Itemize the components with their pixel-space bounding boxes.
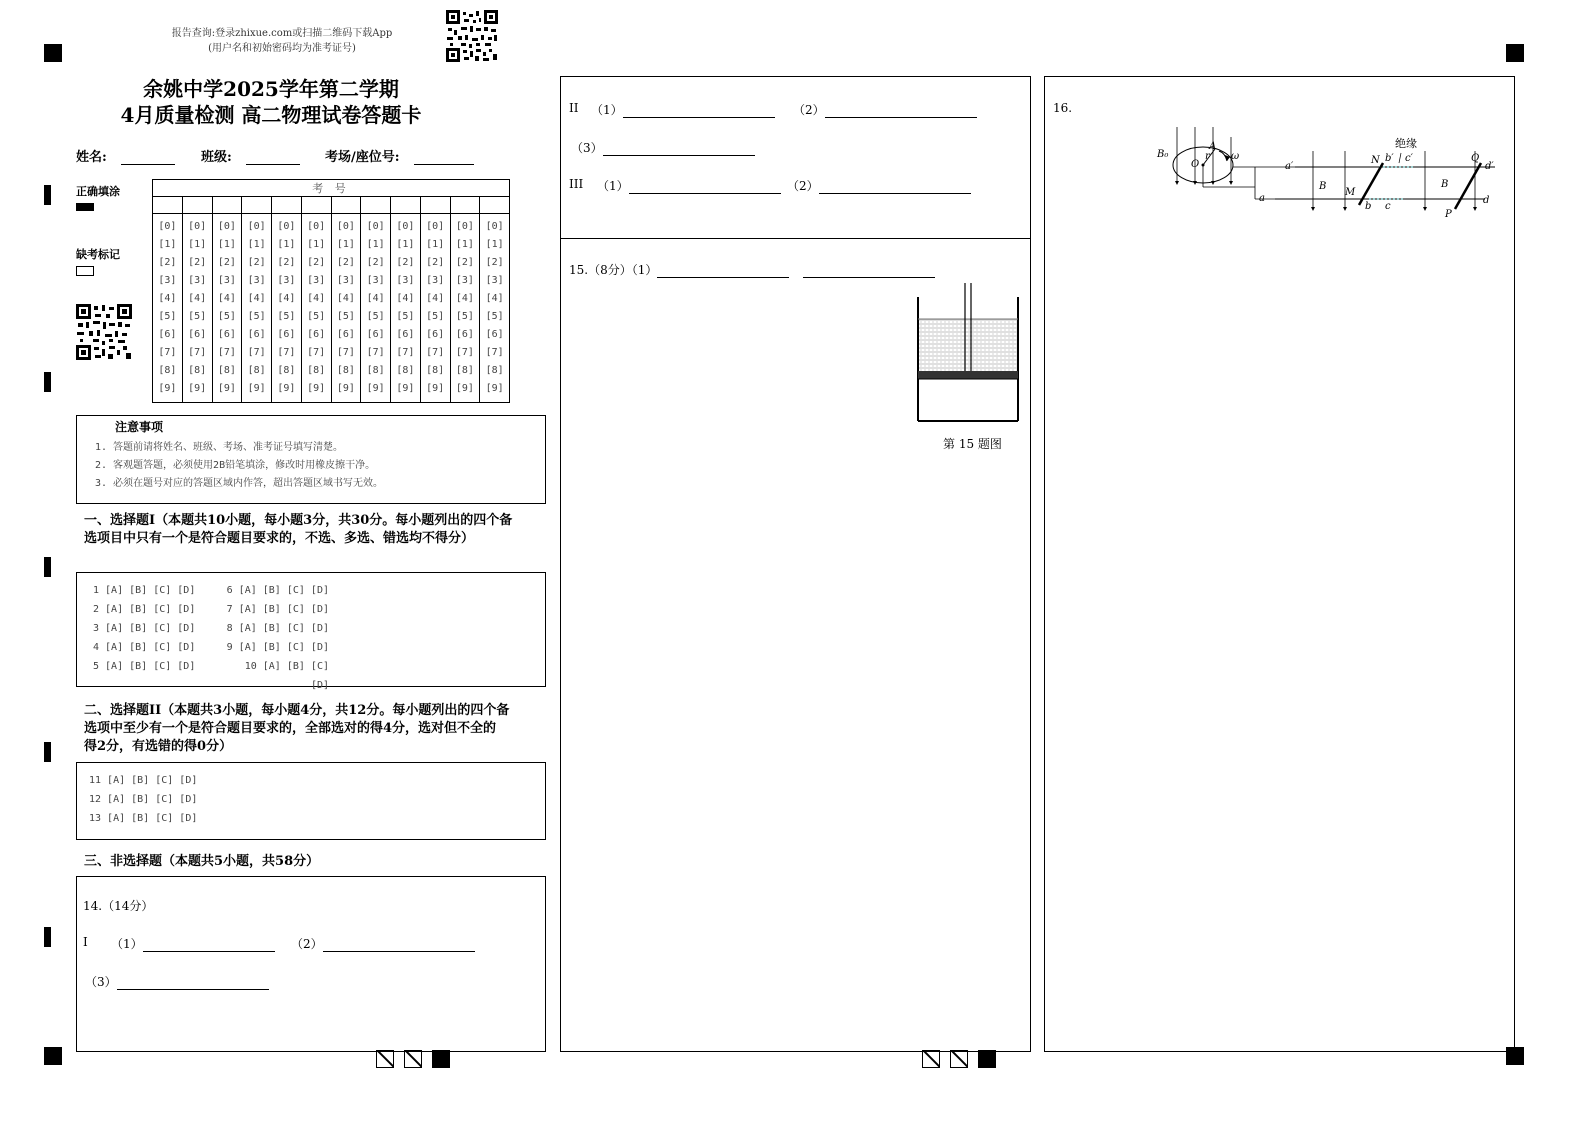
id-digit-bubble[interactable]: [4] [158, 293, 177, 304]
fig-label-a: a [1259, 193, 1265, 204]
page-mark-crossed [922, 1050, 940, 1068]
page-title-line2: 4月质量检测 高二物理试卷答题卡 [120, 103, 422, 127]
q14-p3-t2[interactable] [787, 177, 971, 194]
id-digit-bubble[interactable]: [5] [307, 311, 326, 322]
sub-label: （1） [597, 179, 629, 193]
id-digit-bubble[interactable]: [5] [188, 311, 207, 322]
id-digit-bubble[interactable]: [5] [426, 311, 445, 322]
page-title-line1: 余姚中学2025学年第二学期 [143, 77, 399, 101]
sub-label: （2） [793, 103, 825, 117]
id-digit-bubble[interactable]: [0] [188, 221, 207, 232]
notice-title: 注意事项 [115, 420, 164, 434]
id-digit-bubble[interactable]: [6] [158, 329, 177, 340]
answer-line[interactable] [323, 951, 475, 952]
id-digit-bubble[interactable]: [3] [158, 275, 177, 286]
q14-p2-s1[interactable] [591, 101, 775, 118]
id-digit-bubble[interactable]: [2] [277, 257, 296, 268]
timing-mark [44, 742, 51, 762]
fig-label-B-left: B [1319, 181, 1327, 192]
sub-label: （3） [571, 141, 603, 155]
id-digit-write-cell[interactable] [242, 197, 272, 214]
section1-right-col [221, 581, 329, 695]
id-digit-bubble[interactable]: [3] [307, 275, 326, 286]
id-digit-bubble[interactable]: [3] [426, 275, 445, 286]
id-digit-write-cell[interactable] [301, 197, 331, 214]
fig-label-b: b [1365, 201, 1372, 212]
id-digit-bubble[interactable]: [7] [247, 347, 266, 358]
id-digit-bubble[interactable]: [7] [188, 347, 207, 358]
id-digit-bubble[interactable]: [3] [396, 275, 415, 286]
id-digit-bubble[interactable]: [4] [247, 293, 266, 304]
id-digit-bubble[interactable]: [1] [426, 239, 445, 250]
id-digit-bubble[interactable]: [0] [396, 221, 415, 232]
q16-label: 16. [1053, 101, 1073, 115]
answer-line[interactable] [657, 277, 789, 278]
section2-heading-l3: 得2分，有选错的得0分） [84, 739, 233, 754]
id-digit-write-cell[interactable] [420, 197, 450, 214]
fig-label-Q: Q [1471, 153, 1480, 164]
fig-label-omega: ω [1231, 151, 1240, 162]
id-digit-bubble[interactable]: [8] [455, 365, 474, 376]
id-digit-bubble[interactable]: [2] [247, 257, 266, 268]
id-digit-bubble[interactable]: [6] [366, 329, 385, 340]
id-digit-bubble[interactable]: [9] [455, 383, 474, 394]
q14-p2-s3[interactable] [571, 139, 755, 156]
id-digit-bubble[interactable]: [5] [158, 311, 177, 322]
id-digit-bubble[interactable]: [4] [366, 293, 385, 304]
id-digit-bubble[interactable]: [7] [158, 347, 177, 358]
id-digit-bubble[interactable]: [5] [366, 311, 385, 322]
id-digit-bubble[interactable]: [8] [158, 365, 177, 376]
class-label: 班级: [201, 150, 232, 165]
id-digit-bubble[interactable]: [8] [247, 365, 266, 376]
exam-id-header: 考 号 [153, 180, 510, 197]
answer-row[interactable]: 13 [A] [B] [C] [D] [89, 813, 198, 824]
id-digit-bubble[interactable]: [4] [485, 293, 504, 304]
notice-box [76, 415, 546, 504]
name-label: 姓名: [76, 150, 107, 165]
id-digit-bubble[interactable]: [0] [336, 221, 355, 232]
answer-row[interactable]: 10 [A] [B] [C] [D] [244, 661, 329, 691]
id-digit-write-cell[interactable] [182, 197, 212, 214]
id-digit-bubble[interactable]: [9] [396, 383, 415, 394]
answer-line[interactable] [143, 951, 275, 952]
id-digit-bubble[interactable]: [5] [396, 311, 415, 322]
id-digit-bubble[interactable]: [6] [396, 329, 415, 340]
answer-row[interactable]: 4 [A] [B] [C] [D] [93, 642, 196, 653]
id-digit-write-cell[interactable] [361, 197, 391, 214]
fig-label-B-right: B [1441, 179, 1449, 190]
id-digit-bubble[interactable]: [0] [485, 221, 504, 232]
timing-mark [44, 557, 51, 577]
id-digit-bubble[interactable]: [1] [396, 239, 415, 250]
q15-label: 15.（8分）（1） [569, 263, 658, 277]
notice-item-3: 3. 必须在题号对应的答题区域内作答，超出答题区域书写无效。 [95, 478, 384, 489]
id-digit-bubble[interactable]: [1] [485, 239, 504, 250]
id-digit-bubble[interactable]: [9] [366, 383, 385, 394]
sub-label: （2） [787, 179, 819, 193]
id-digit-bubble[interactable]: [5] [336, 311, 355, 322]
id-digit-bubble[interactable]: [7] [307, 347, 326, 358]
room-label: 考场/座位号: [325, 150, 400, 165]
notice-item-2: 2. 客观题答题，必须使用2B铅笔填涂，修改时用橡皮擦干净。 [95, 460, 376, 471]
q14-part3-label: III [569, 177, 584, 191]
id-digit-bubble[interactable]: [8] [396, 365, 415, 376]
answer-line[interactable] [803, 277, 935, 278]
section2-heading-l1: 二、选择题II（本题共3小题，每小题4分，共12分。每小题列出的四个备 [84, 703, 510, 718]
id-digit-bubble[interactable]: [8] [366, 365, 385, 376]
id-digit-bubble[interactable]: [7] [277, 347, 296, 358]
id-digit-bubble[interactable]: [3] [336, 275, 355, 286]
id-digit-column[interactable] [153, 214, 183, 403]
id-digit-bubble[interactable]: [0] [426, 221, 445, 232]
id-digit-bubble[interactable]: [2] [485, 257, 504, 268]
id-digit-bubble[interactable]: [2] [455, 257, 474, 268]
id-digit-bubble[interactable]: [2] [158, 257, 177, 268]
id-digit-bubble[interactable]: [2] [396, 257, 415, 268]
timing-mark [44, 927, 51, 947]
q14-p1-s3[interactable] [85, 973, 269, 990]
id-digit-bubble[interactable]: [0] [277, 221, 296, 232]
id-digit-bubble[interactable]: [9] [158, 383, 177, 394]
page-mark-filled [432, 1050, 450, 1068]
answer-line[interactable] [629, 193, 781, 194]
id-digit-bubble[interactable]: [4] [277, 293, 296, 304]
student-qr-icon [76, 304, 132, 360]
id-digit-bubble[interactable]: [7] [455, 347, 474, 358]
q14-p1-s1[interactable] [111, 935, 275, 952]
id-digit-column[interactable] [391, 214, 421, 403]
id-digit-bubble[interactable]: [6] [455, 329, 474, 340]
answer-row[interactable]: 5 [A] [B] [C] [D] [93, 661, 196, 672]
id-digit-bubble[interactable]: [7] [336, 347, 355, 358]
id-digit-bubble[interactable]: [6] [247, 329, 266, 340]
page-mark-filled [978, 1050, 996, 1068]
id-digit-bubble[interactable]: [9] [277, 383, 296, 394]
id-digit-bubble[interactable]: [9] [247, 383, 266, 394]
id-digit-write-cell[interactable] [212, 197, 242, 214]
id-digit-bubble[interactable]: [8] [188, 365, 207, 376]
id-digit-bubble[interactable]: [2] [188, 257, 207, 268]
q15-figure [915, 283, 1021, 423]
report-query-line2: (用户名和初始密码均为准考证号) [208, 43, 356, 54]
id-digit-column[interactable] [420, 214, 450, 403]
fig-label-N: N [1371, 155, 1380, 166]
id-digit-bubble[interactable]: [0] [247, 221, 266, 232]
sub-label: （2） [291, 937, 323, 951]
id-digit-bubble[interactable]: [9] [336, 383, 355, 394]
id-digit-bubble[interactable]: [9] [307, 383, 326, 394]
q14-continued-box[interactable] [560, 76, 1031, 239]
id-digit-bubble[interactable]: [0] [307, 221, 326, 232]
page-mark-crossed [404, 1050, 422, 1068]
answer-line[interactable] [623, 117, 775, 118]
id-digit-column[interactable] [242, 214, 272, 403]
exam-id-grid[interactable] [152, 179, 510, 403]
name-field[interactable] [76, 146, 175, 165]
answer-line[interactable] [825, 117, 977, 118]
id-digit-bubble[interactable]: [5] [485, 311, 504, 322]
id-digit-bubble[interactable]: [3] [188, 275, 207, 286]
sub-label: （3） [85, 975, 117, 989]
answer-row[interactable]: 12 [A] [B] [C] [D] [89, 794, 198, 805]
correct-fill-label: 正确填涂 [76, 185, 120, 198]
fig-label-O: O [1191, 159, 1200, 170]
id-digit-bubble[interactable]: [8] [336, 365, 355, 376]
id-digit-bubble[interactable]: [8] [426, 365, 445, 376]
id-digit-bubble[interactable]: [2] [426, 257, 445, 268]
timing-mark [44, 372, 51, 392]
id-digit-bubble[interactable]: [1] [455, 239, 474, 250]
answer-row[interactable]: 8 [A] [B] [C] [D] [226, 623, 329, 634]
id-digit-bubble[interactable]: [1] [188, 239, 207, 250]
id-digit-bubble[interactable]: [0] [217, 221, 236, 232]
fig-label-insulate: 绝缘 [1395, 137, 1417, 150]
id-digit-write-cell[interactable] [391, 197, 421, 214]
section1-left-col [93, 581, 195, 676]
answer-row[interactable]: 11 [A] [B] [C] [D] [89, 775, 198, 786]
answer-row[interactable]: 6 [A] [B] [C] [D] [226, 585, 329, 596]
q14-answer-box[interactable] [76, 876, 546, 1052]
fig-label-b-prime: b′ [1385, 153, 1394, 164]
id-digit-bubble[interactable]: [3] [277, 275, 296, 286]
section2-answer-box[interactable] [76, 762, 546, 840]
answer-line[interactable] [117, 989, 269, 990]
id-digit-bubble[interactable]: [8] [277, 365, 296, 376]
class-input-line[interactable] [246, 164, 300, 165]
q16-answer-box[interactable] [1044, 76, 1515, 1052]
id-digit-bubble[interactable]: [0] [455, 221, 474, 232]
id-digit-column[interactable] [301, 214, 331, 403]
page-mark-crossed [950, 1050, 968, 1068]
report-query-line1: 报告查询:登录zhixue.com或扫描二维码下载App [171, 28, 393, 39]
absent-mark-label: 缺考标记 [76, 248, 120, 261]
id-digit-bubble[interactable]: [7] [396, 347, 415, 358]
fig-label-B0: B₀ [1157, 149, 1169, 160]
id-digit-column[interactable] [450, 214, 480, 403]
id-digit-bubble[interactable]: [4] [455, 293, 474, 304]
id-digit-bubble[interactable]: [4] [426, 293, 445, 304]
id-digit-bubble[interactable]: [4] [396, 293, 415, 304]
id-digit-column[interactable] [212, 214, 242, 403]
id-digit-column[interactable] [480, 214, 510, 403]
section1-answer-box[interactable] [76, 572, 546, 691]
id-digit-bubble[interactable]: [5] [247, 311, 266, 322]
id-digit-bubble[interactable]: [4] [307, 293, 326, 304]
section1-heading-l1: 一、选择题I（本题共10小题，每小题3分，共30分。每小题列出的四个备 [84, 513, 513, 528]
corner-mark-top-left [44, 44, 62, 62]
fig-label-c: c [1385, 201, 1391, 212]
sub-label: （1） [111, 937, 143, 951]
fig-label-a-prime: a′ [1285, 161, 1294, 172]
id-digit-bubble[interactable]: [6] [188, 329, 207, 340]
q14-part1-label: I [83, 935, 88, 949]
id-digit-bubble[interactable]: [6] [336, 329, 355, 340]
correct-fill-sample [76, 203, 94, 211]
absent-mark-checkbox[interactable] [76, 266, 94, 276]
id-digit-write-cell[interactable] [480, 197, 510, 214]
fig-label-M: M [1345, 187, 1356, 198]
corner-mark-bottom-left [44, 1047, 62, 1065]
fig-label-c-prime: c′ [1405, 153, 1413, 164]
section3-heading: 三、非选择题（本题共5小题，共58分） [84, 854, 320, 869]
id-digit-bubble[interactable]: [6] [426, 329, 445, 340]
id-digit-bubble[interactable]: [5] [217, 311, 236, 322]
name-input-line[interactable] [121, 164, 175, 165]
id-digit-bubble[interactable]: [8] [217, 365, 236, 376]
id-digit-bubble[interactable]: [2] [217, 257, 236, 268]
q14-p1-s2[interactable] [291, 935, 475, 952]
id-digit-bubble[interactable]: [2] [307, 257, 326, 268]
q14-p2-s2[interactable] [793, 101, 977, 118]
id-digit-bubble[interactable]: [1] [217, 239, 236, 250]
id-digit-bubble[interactable]: [3] [366, 275, 385, 286]
id-digit-bubble[interactable]: [3] [247, 275, 266, 286]
room-input-line[interactable] [414, 164, 474, 165]
id-digit-bubble[interactable]: [1] [366, 239, 385, 250]
answer-row[interactable]: 2 [A] [B] [C] [D] [93, 604, 196, 615]
id-digit-bubble[interactable]: [9] [485, 383, 504, 394]
q15-figure-caption: 第 15 题图 [943, 437, 1002, 451]
id-digit-column[interactable] [182, 214, 212, 403]
id-digit-bubble[interactable]: [8] [485, 365, 504, 376]
id-digit-bubble[interactable]: [5] [455, 311, 474, 322]
id-digit-bubble[interactable]: [1] [336, 239, 355, 250]
id-digit-write-cell[interactable] [272, 197, 302, 214]
id-digit-bubble[interactable]: [4] [336, 293, 355, 304]
id-digit-bubble[interactable]: [1] [307, 239, 326, 250]
id-digit-bubble[interactable]: [7] [217, 347, 236, 358]
id-digit-write-cell[interactable] [153, 197, 183, 214]
id-digit-bubble[interactable]: [8] [307, 365, 326, 376]
id-digit-column[interactable] [361, 214, 391, 403]
timing-mark [44, 185, 51, 205]
id-digit-bubble[interactable]: [6] [485, 329, 504, 340]
fig-label-d: d [1483, 195, 1490, 206]
qr-code-icon[interactable] [446, 10, 498, 62]
id-digit-bubble[interactable]: [1] [158, 239, 177, 250]
id-digit-bubble[interactable]: [7] [485, 347, 504, 358]
answer-row[interactable]: 3 [A] [B] [C] [D] [93, 623, 196, 634]
answer-row[interactable]: 1 [A] [B] [C] [D] [93, 585, 196, 596]
fig-label-d-prime: d′ [1485, 161, 1494, 172]
answer-row[interactable]: 9 [A] [B] [C] [D] [226, 642, 329, 653]
section2-heading-l2: 选项中至少有一个是符合题目要求的，全部选对的得4分，选对但不全的 [84, 721, 497, 736]
id-digit-bubble[interactable]: [2] [336, 257, 355, 268]
fig-label-P: P [1445, 209, 1452, 220]
id-digit-bubble[interactable]: [9] [217, 383, 236, 394]
id-digit-bubble[interactable]: [5] [277, 311, 296, 322]
id-digit-bubble[interactable]: [7] [366, 347, 385, 358]
section1-heading-l2: 选项目中只有一个是符合题目要求的，不选、多选、错选均不得分） [84, 531, 475, 546]
id-digit-bubble[interactable]: [6] [277, 329, 296, 340]
page-mark-crossed [376, 1050, 394, 1068]
corner-mark-top-right [1506, 44, 1524, 62]
id-digit-write-cell[interactable] [331, 197, 361, 214]
id-digit-bubble[interactable]: [3] [485, 275, 504, 286]
id-digit-column[interactable] [272, 214, 302, 403]
id-digit-bubble[interactable]: [0] [366, 221, 385, 232]
fig-label-A: A [1209, 141, 1217, 152]
notice-item-1: 1. 答题前请将姓名、班级、考场、准考证号填写清楚。 [95, 442, 344, 453]
id-digit-bubble[interactable]: [1] [247, 239, 266, 250]
q16-figure [1155, 127, 1495, 227]
q14-p3-t1[interactable] [597, 177, 781, 194]
id-digit-bubble[interactable]: [4] [188, 293, 207, 304]
id-digit-bubble[interactable]: [6] [307, 329, 326, 340]
q14-part2-label: II [569, 101, 579, 115]
id-digit-bubble[interactable]: [0] [158, 221, 177, 232]
id-digit-bubble[interactable]: [2] [366, 257, 385, 268]
sub-label: （1） [591, 103, 623, 117]
id-digit-bubble[interactable]: [7] [426, 347, 445, 358]
id-digit-write-cell[interactable] [450, 197, 480, 214]
id-digit-bubble[interactable]: [9] [188, 383, 207, 394]
id-digit-column[interactable] [331, 214, 361, 403]
section2-col [89, 771, 197, 828]
answer-line[interactable] [819, 193, 971, 194]
q15-s1[interactable] [569, 261, 935, 278]
answer-line[interactable] [603, 155, 755, 156]
id-digit-bubble[interactable]: [3] [455, 275, 474, 286]
id-digit-bubble[interactable]: [6] [217, 329, 236, 340]
id-digit-bubble[interactable]: [9] [426, 383, 445, 394]
id-digit-bubble[interactable]: [4] [217, 293, 236, 304]
answer-row[interactable]: 7 [A] [B] [C] [D] [226, 604, 329, 615]
id-digit-bubble[interactable]: [3] [217, 275, 236, 286]
fig-label-r: r [1205, 151, 1210, 162]
class-field[interactable] [201, 146, 300, 165]
room-field[interactable] [325, 146, 474, 165]
id-digit-bubble[interactable]: [1] [277, 239, 296, 250]
q15-answer-box[interactable] [560, 238, 1031, 1052]
q14-label: 14.（14分） [83, 899, 154, 913]
